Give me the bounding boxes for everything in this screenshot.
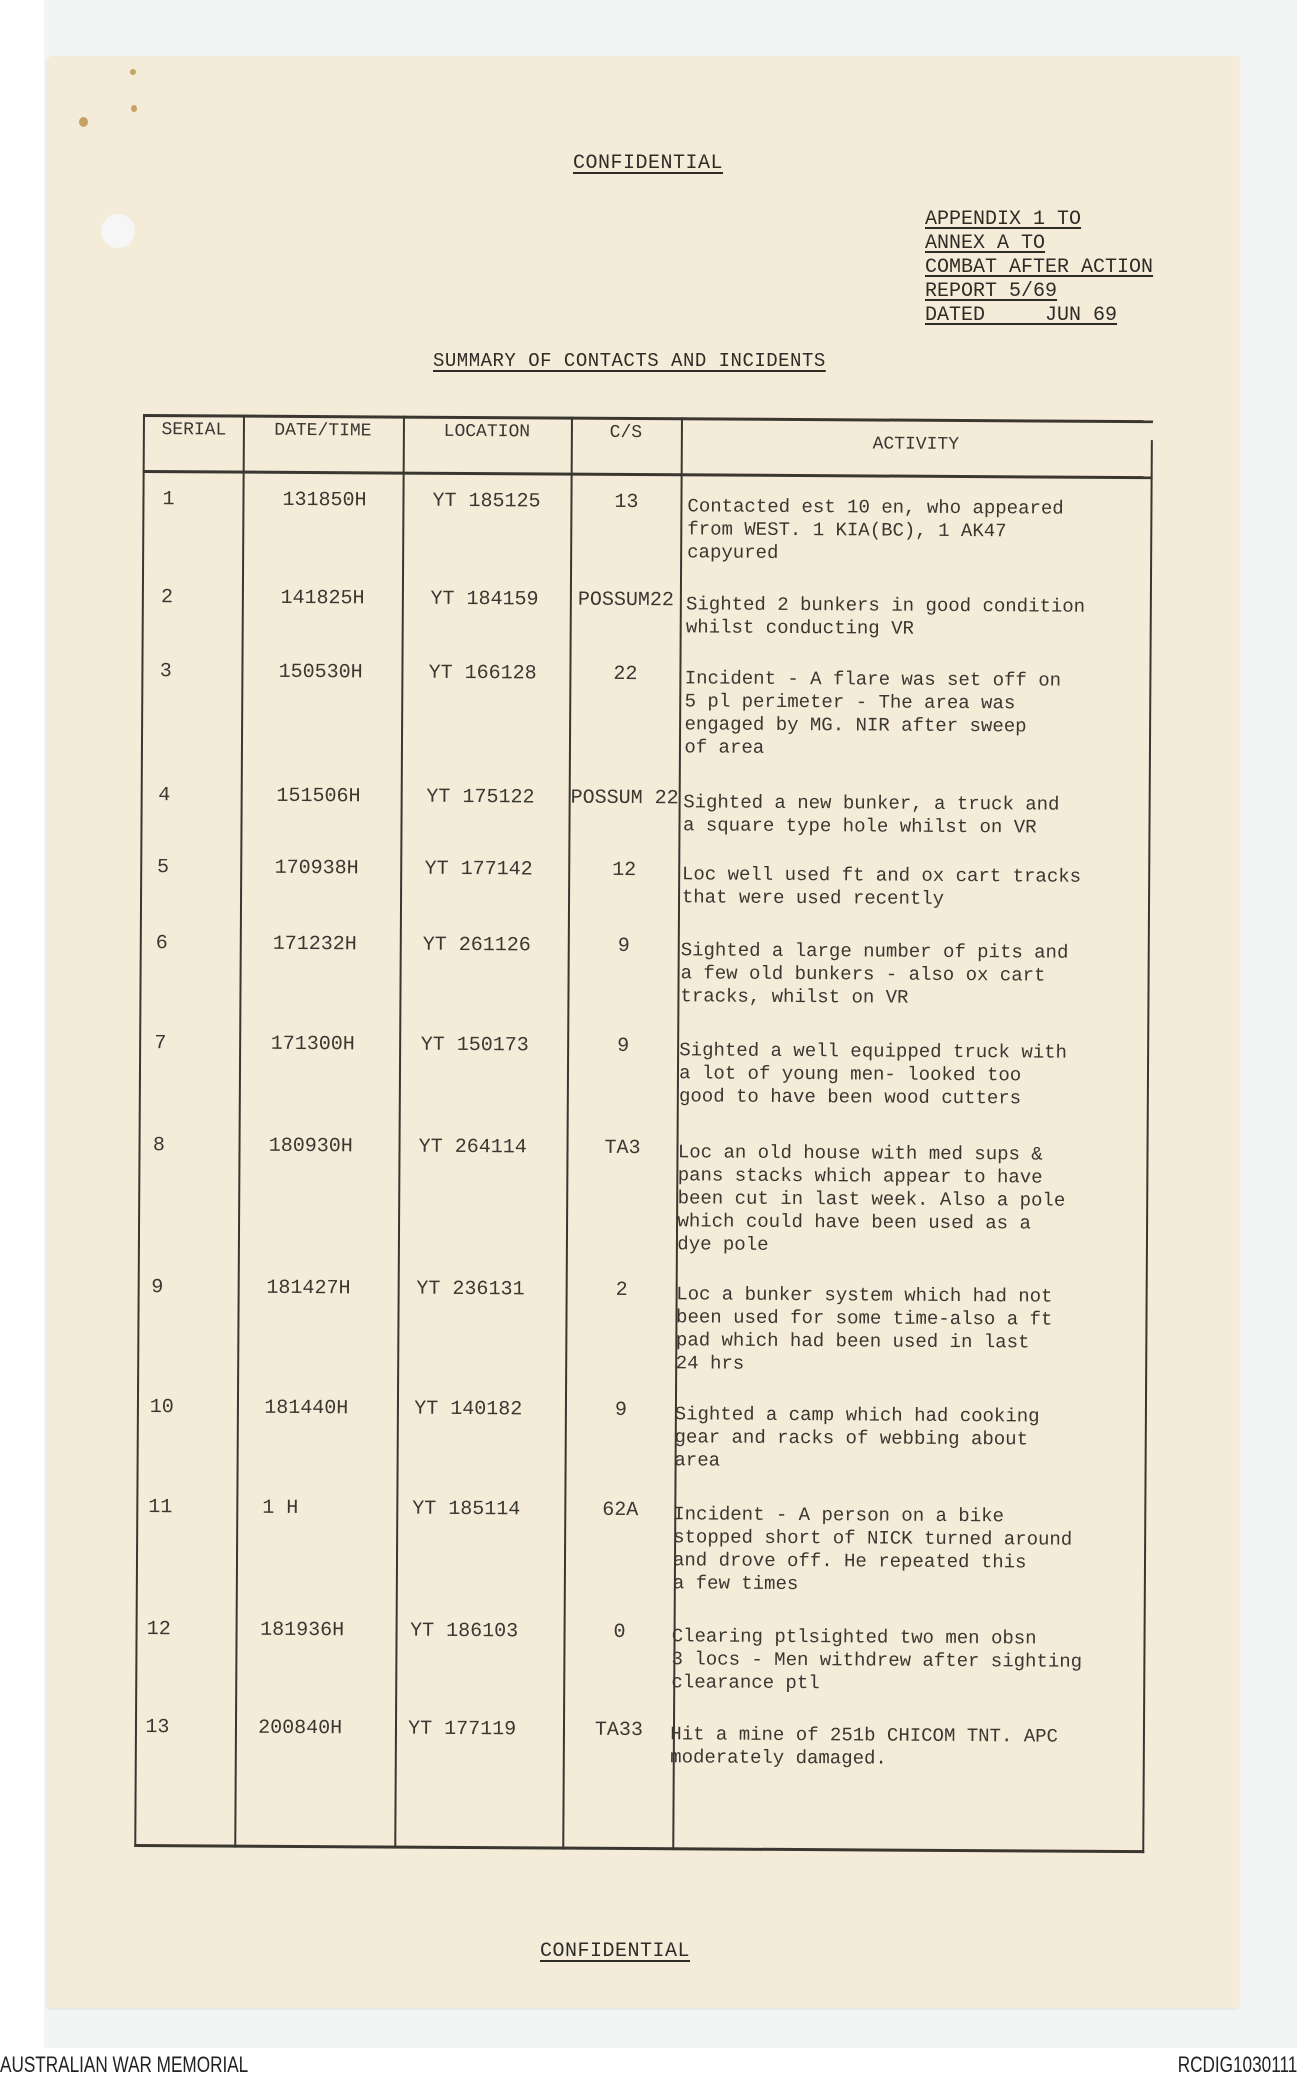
cs-cell: 0 [613,1620,626,1644]
activity-cell [680,939,1120,1011]
serial-cell: 2 [160,586,174,610]
activity-cell [684,667,1125,762]
activity-line: Sighted 2 bunkers in good condition [685,593,1086,618]
activity-line: been cut in last week. Also a pole [677,1187,1066,1212]
activity-line: a few times [672,1572,799,1596]
serial-cell: 6 [155,932,168,956]
location-cell: YT 261126 [422,933,531,958]
activity-cell [687,495,1127,567]
activity-cell [682,863,1122,912]
activity-line: engaged by MG. NIR after sweep [684,713,1027,738]
activity-cell [686,593,1126,642]
stain-spot [79,117,88,127]
activity-line: pad which had been used in last [675,1329,1030,1354]
activity-line: and drove off. He repeated this [672,1549,1027,1574]
location-cell: YT 140182 [414,1397,523,1422]
activity-line: good to have been wood cutters [678,1085,1022,1110]
header-location: LOCATION [443,421,531,443]
location-cell: YT 175122 [426,785,535,810]
header-cs: C/S [609,422,643,444]
datetime-cell: 1 H [262,1496,299,1520]
activity-line: capyured [687,541,779,564]
archive-footer [0,2048,1297,2082]
activity-line: from WEST. 1 KIA(BC), 1 AK47 [687,518,1007,543]
location-cell: YT 236131 [416,1277,525,1302]
cs-cell: 22 [613,662,638,687]
location-cell: YT 177142 [424,857,533,882]
cs-cell: 9 [617,1034,630,1058]
activity-line: clearance ptl [671,1671,820,1695]
activity-cell [676,1283,1117,1378]
datetime-cell: 181427H [266,1276,351,1301]
activity-line: 5 pl perimeter - The area was [684,690,1016,715]
cs-cell: TA33 [594,1718,644,1743]
catalogue-id: RCDIG1030111 [1177,2052,1297,2077]
activity-cell [677,1141,1118,1259]
activity-line: pans stacks which appear to have [677,1164,1043,1189]
datetime-cell: 131850H [282,488,367,513]
activity-line: Sighted a large number of pits and [680,939,1069,964]
datetime-cell: 141825H [280,586,365,611]
serial-cell: 9 [151,1276,164,1300]
activity-cell [679,1039,1119,1111]
header-datetime: DATE/TIME [274,420,372,442]
serial-cell: 11 [148,1496,173,1520]
contacts-table [134,414,1153,1853]
cs-cell: 12 [612,858,637,883]
activity-cell [683,791,1123,840]
activity-line: stopped short of NICK turned around [673,1526,1073,1551]
activity-line: of area [684,736,765,759]
activity-line: gear and racks of webbing about [674,1426,1029,1451]
header-activity: ACTIVITY [872,434,960,455]
datetime-cell: 181440H [264,1396,349,1421]
location-cell: YT 186103 [410,1619,519,1644]
confidential-header: CONFIDENTIAL [573,152,724,175]
activity-line: tracks, whilst on VR [680,985,909,1009]
activity-line: Loc a bunker system which had not [676,1283,1053,1308]
cs-cell: TA3 [604,1136,641,1161]
location-cell: YT 185125 [432,489,541,514]
cs-cell: 2 [615,1278,628,1302]
activity-line: a lot of young men- looked too [679,1062,1022,1087]
activity-cell [673,1503,1114,1598]
column-divider [394,416,405,1849]
datetime-cell: 171300H [270,1032,355,1057]
datetime-cell: 151506H [276,784,361,809]
cs-cell: POSSUM22 [577,588,674,613]
datetime-cell: 181936H [260,1618,345,1643]
location-cell: YT 184159 [430,587,539,612]
datetime-cell: 200840H [258,1716,343,1741]
datetime-cell: 180930H [268,1134,353,1159]
activity-line: moderately damaged. [670,1746,887,1770]
header-bottom-border [143,470,1153,479]
stain-spot [131,105,137,112]
summary-title: SUMMARY OF CONTACTS AND INCIDENTS [433,350,826,372]
datetime-cell: 150530H [278,660,363,685]
activity-line: 24 hrs [675,1352,745,1375]
activity-line: a square type hole whilst on VR [683,814,1037,839]
cs-cell: POSSUM 22 [570,786,679,811]
activity-line: Loc well used ft and ox cart tracks [681,863,1082,888]
activity-line: Incident - A flare was set off on [684,667,1062,692]
appendix-line: ANNEX A TO [925,232,1046,255]
activity-line: Loc an old house with med sups & [677,1141,1043,1166]
serial-cell: 5 [156,856,170,880]
stain-spot [130,69,136,75]
cs-cell: 9 [617,934,630,958]
location-cell: YT 177119 [408,1717,517,1742]
confidential-footer: CONFIDENTIAL [540,1940,691,1963]
serial-cell: 8 [152,1134,166,1158]
activity-line: dye pole [677,1233,769,1256]
serial-cell: 1 [162,488,175,512]
location-cell: YT 185114 [412,1497,521,1522]
activity-line: been used for some time-also a ft [676,1306,1053,1331]
appendix-line: DATED JUN 69 [925,304,1118,327]
activity-line: that were used recently [681,886,945,910]
activity-line: Hit a mine of 251b CHICOM TNT. APC [670,1723,1059,1748]
datetime-cell: 170938H [274,856,359,881]
activity-cell [671,1625,1111,1697]
activity-line: Contacted est 10 en, who appeared [687,495,1064,520]
serial-cell: 4 [158,784,171,808]
activity-line: 3 locs - Men withdrew after sighting [671,1648,1083,1673]
cs-cell: 13 [614,490,639,515]
column-divider [234,415,245,1848]
serial-cell: 13 [145,1716,170,1740]
datetime-cell: 171232H [272,932,357,957]
activity-line: whilst conducting VR [685,616,915,640]
activity-line: area [674,1449,721,1472]
appendix-line: REPORT 5/69 [925,280,1058,303]
location-cell: YT 150173 [420,1033,529,1058]
cs-cell: 9 [614,1398,627,1422]
appendix-line: COMBAT AFTER ACTION [925,256,1154,279]
serial-cell: 10 [149,1396,174,1420]
serial-cell: 12 [146,1618,171,1642]
activity-line: Sighted a well equipped truck with [679,1039,1068,1064]
activity-line: a few old bunkers - also ox cart [680,962,1046,987]
location-cell: YT 264114 [418,1135,527,1160]
location-cell: YT 166128 [428,661,537,686]
activity-cell [670,1723,1110,1772]
activity-line: Clearing ptlsighted two men obsn [671,1625,1037,1650]
activity-line: which could have been used as a [677,1210,1031,1235]
punch-hole [101,214,135,248]
serial-cell: 3 [159,660,172,684]
institution-name: AUSTRALIAN WAR MEMORIAL [0,2052,249,2077]
appendix-block [925,208,1153,328]
header-serial: SERIAL [161,420,227,441]
activity-line: Sighted a new bunker, a truck and [683,791,1060,816]
activity-line: Incident - A person on a bike [673,1503,1005,1528]
serial-cell: 7 [154,1032,167,1056]
activity-line: Sighted a camp which had cooking [674,1403,1040,1428]
activity-cell [674,1403,1114,1475]
cs-cell: 62A [602,1498,639,1523]
appendix-line: APPENDIX 1 TO [925,208,1082,231]
